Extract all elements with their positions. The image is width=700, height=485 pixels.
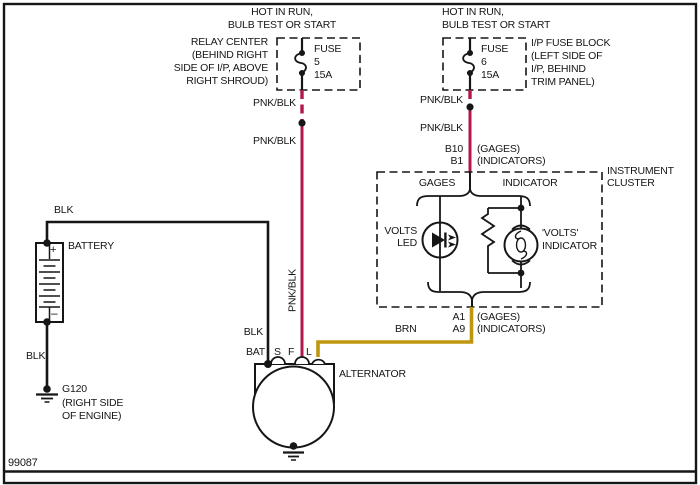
- wire-label-blk-battery-top: BLK: [54, 204, 74, 216]
- bottom-gages-label: (GAGES): [477, 311, 520, 323]
- fuse5-name: FUSE: [314, 43, 342, 55]
- cluster-top-pin-functions: [477, 143, 545, 167]
- g120-loc-line1: (RIGHT SIDE: [62, 396, 124, 409]
- ip-fuse-line4: TRIM PANEL): [531, 76, 595, 88]
- pin-a1: A1: [452, 311, 465, 323]
- wire-label-pnkblk-3: PNK/BLK: [420, 94, 463, 106]
- g120-id: G120: [62, 383, 87, 395]
- wire-label-pnkblk-2: PNK/BLK: [253, 135, 296, 147]
- power-header-left: [192, 6, 372, 32]
- figure-number: 99087: [8, 457, 38, 469]
- cluster-bottom-pins: [425, 311, 465, 335]
- volts-indicator-line1: 'VOLTS': [542, 227, 579, 239]
- alternator-label: ALTERNATOR: [339, 368, 406, 380]
- branch-label-gages: GAGES: [418, 177, 456, 189]
- wire-label-brn: BRN: [395, 323, 417, 335]
- ground-g120-label: [62, 383, 123, 424]
- relay-center-line2: (BEHIND RIGHT: [191, 49, 268, 61]
- relay-center-line4: RIGHT SHROUD): [186, 75, 268, 87]
- volts-indicator-label: [542, 227, 597, 253]
- wire-label-blk-battery-bottom: BLK: [26, 350, 46, 362]
- bottom-brace: [428, 282, 530, 300]
- power-header-right: [442, 6, 550, 32]
- cluster-title-line1: INSTRUMENT: [607, 165, 674, 177]
- terminal-label-bat: BAT: [245, 346, 265, 358]
- pin-a9: A9: [452, 323, 465, 335]
- volts-led-line1: VOLTS: [384, 225, 417, 237]
- top-indicators-label: (INDICATORS): [477, 155, 546, 167]
- cluster-internals: [417, 172, 538, 307]
- resistor-symbol: [482, 208, 494, 273]
- ip-fuse-block-location: [531, 37, 610, 89]
- pin-b1: B1: [450, 155, 463, 167]
- g120-loc-line2: OF ENGINE): [62, 410, 122, 422]
- terminal-label-l: L: [306, 346, 312, 358]
- top-brace: [417, 188, 530, 206]
- instrument-cluster-title: [607, 165, 674, 189]
- relay-center-line1: RELAY CENTER: [190, 36, 268, 48]
- fuse5-rating: 15A: [314, 69, 333, 81]
- battery-plus-sign: +: [50, 244, 57, 256]
- wire-label-pnkblk-1: PNK/BLK: [253, 97, 296, 109]
- terminal-label-s: S: [274, 346, 281, 358]
- relay-center-location: [118, 36, 268, 88]
- terminal-bump-l: [312, 360, 325, 364]
- relay-center-line3: SIDE OF I/P, ABOVE: [173, 62, 268, 74]
- wire-label-blk-alternator: BLK: [243, 326, 263, 338]
- lamp-circle: [505, 229, 538, 262]
- power-header-right-line1: HOT IN RUN,: [442, 6, 504, 18]
- pin-b10: B10: [444, 143, 463, 155]
- fuse6-number: 6: [481, 56, 487, 68]
- cluster-bottom-pin-functions: [477, 311, 545, 335]
- power-header-left-line1: HOT IN RUN,: [251, 6, 313, 18]
- battery-label: BATTERY: [68, 240, 115, 252]
- battery-minus-sign: –: [51, 306, 58, 320]
- alternator-symbol: [253, 357, 334, 460]
- wire-label-pnkblk-vertical: PNK/BLK: [286, 269, 299, 312]
- volts-indicator-line2: INDICATOR: [542, 240, 597, 252]
- splice-dot-right: [466, 103, 473, 110]
- cluster-title-line2: CLUSTER: [607, 177, 655, 189]
- cluster-top-pins: [423, 143, 463, 167]
- bottom-indicators-label: (INDICATORS): [477, 323, 546, 335]
- power-header-right-line2: BULB TEST OR START: [442, 19, 551, 31]
- fuse6-label: [481, 43, 508, 82]
- fuse6-rating: 15A: [481, 69, 500, 81]
- wire-label-pnkblk-4: PNK/BLK: [420, 122, 463, 134]
- volts-led-label: [357, 225, 417, 249]
- branch-label-indicator: INDICATOR: [502, 177, 558, 189]
- power-header-left-line2: BULB TEST OR START: [227, 19, 337, 31]
- ip-fuse-line1: I/P FUSE BLOCK: [531, 37, 611, 49]
- fuse5-label: [314, 43, 341, 82]
- ip-fuse-line3: I/P, BEHIND: [531, 63, 586, 75]
- ip-fuse-line2: (LEFT SIDE OF: [531, 50, 603, 62]
- splice-dot-left: [298, 119, 305, 126]
- volts-led-line2: LED: [397, 237, 417, 249]
- terminal-label-f: F: [288, 346, 295, 358]
- fuse6-name: FUSE: [481, 43, 509, 55]
- fuse5-number: 5: [314, 56, 320, 68]
- top-gages-label: (GAGES): [477, 143, 520, 155]
- ground-g120-symbol: [36, 385, 58, 402]
